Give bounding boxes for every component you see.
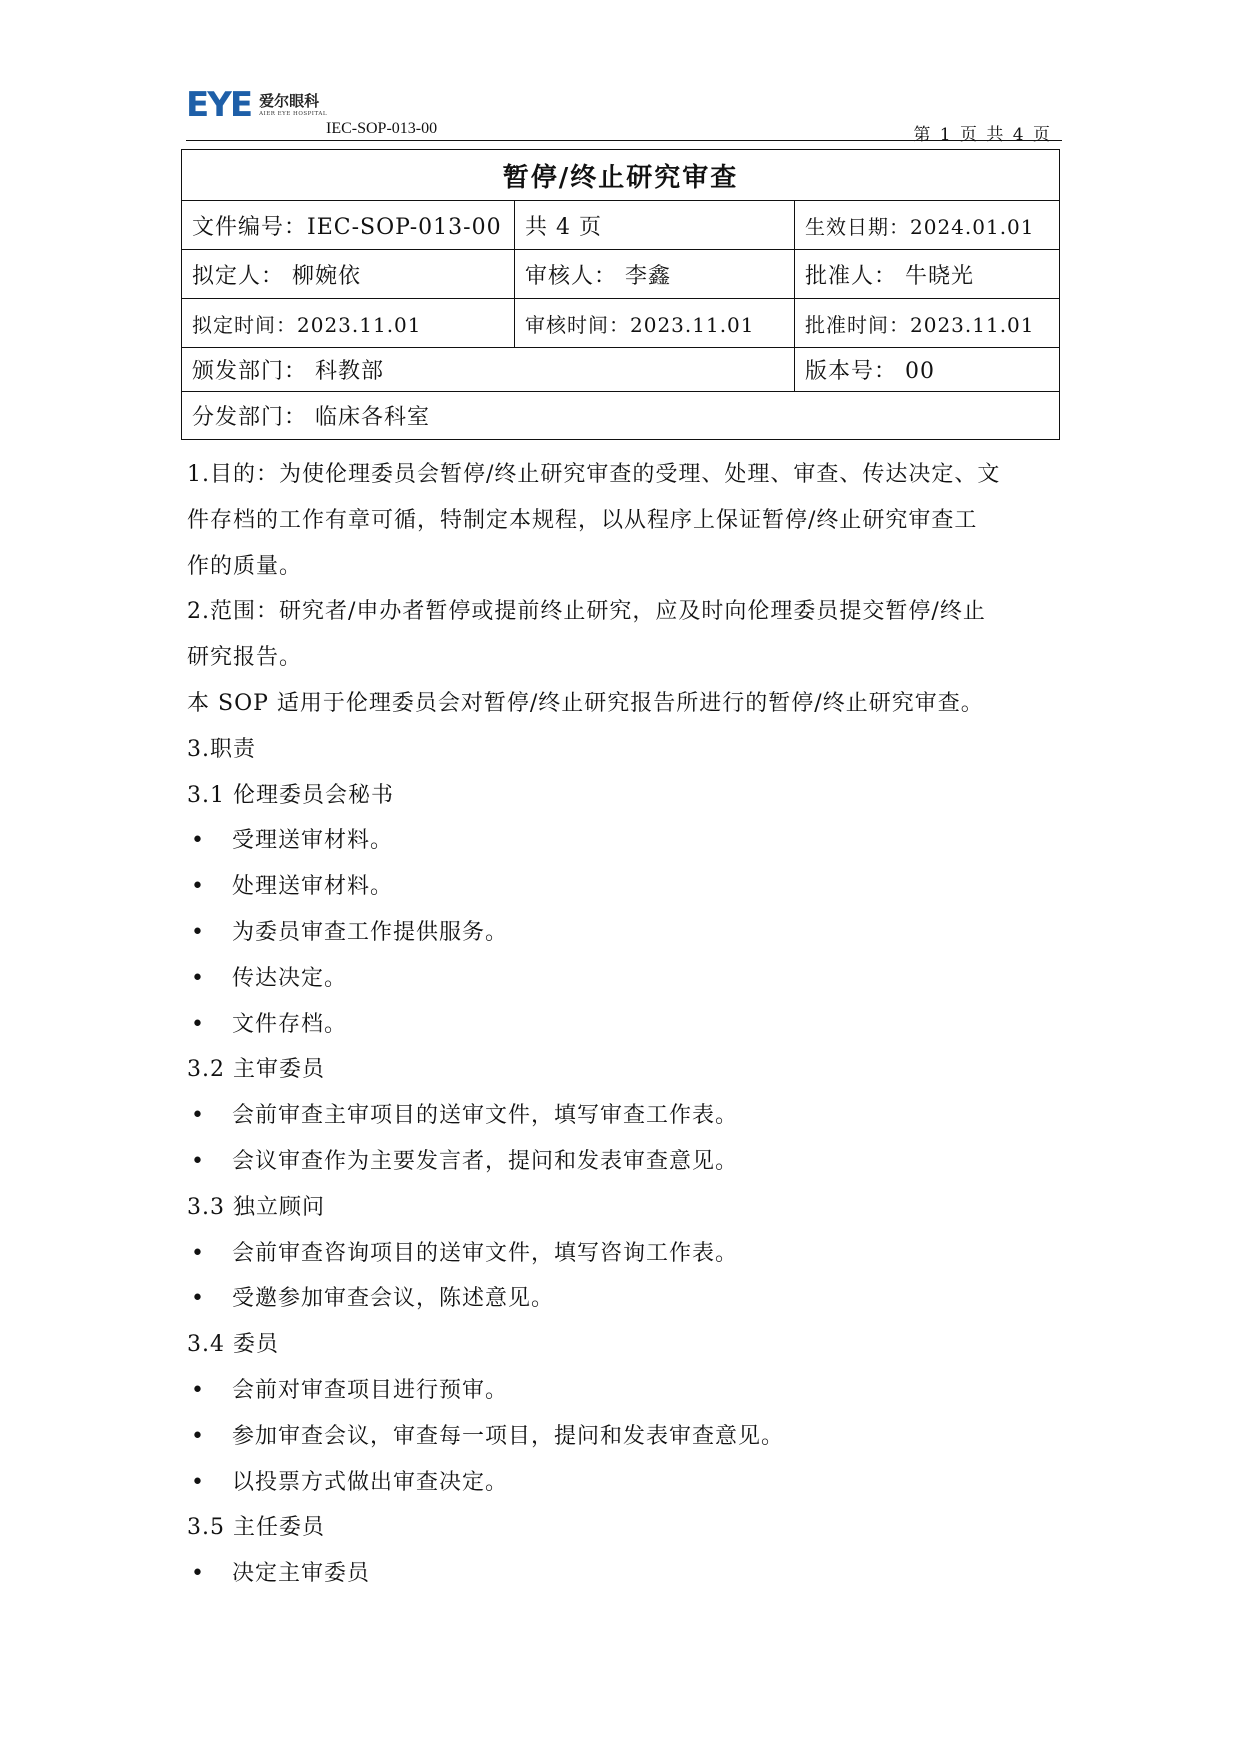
bullet-icon: •: [191, 1240, 205, 1266]
section-heading: 3.1 伦理委员会秘书: [187, 782, 394, 808]
list-item-text: 会前审查咨询项目的送审文件，填写咨询工作表。: [232, 1240, 739, 1266]
effective-date-cell: 生效日期：2024.01.01: [795, 201, 1060, 250]
bullet-icon: •: [191, 1377, 205, 1403]
list-item: [187, 1139, 1059, 1185]
bullet-icon: •: [191, 1561, 205, 1587]
list-item: [187, 1002, 1059, 1048]
reviewer-cell: 审核人： 李鑫: [515, 250, 795, 299]
page-header: [186, 82, 1062, 145]
list-item-text: 决定主审委员: [232, 1561, 371, 1587]
bullet-icon: •: [191, 965, 205, 991]
bullet-icon: •: [191, 1011, 205, 1037]
bullet-icon: •: [191, 1423, 205, 1449]
list-item: [187, 910, 1059, 956]
list-item: [187, 864, 1059, 910]
list-item-text: 处理送审材料。: [232, 874, 394, 900]
approve-time-cell: 批准时间：2023.11.01: [795, 299, 1060, 348]
purpose-line: 作的质量。: [187, 553, 303, 579]
purpose-line: 1.目的：为使伦理委员会暂停/终止研究审查的受理、处理、审查、传达决定、文: [187, 462, 1001, 487]
list-item-text: 受邀参加审查会议，陈述意见。: [232, 1286, 555, 1312]
list-item-text: 参加审查会议，审查每一项目，提问和发表审查意见。: [232, 1423, 785, 1449]
section-heading: 3.5 主任委员: [187, 1515, 325, 1541]
section-heading: 3.2 主审委员: [187, 1057, 325, 1083]
list-item-text: 以投票方式做出审查决定。: [232, 1469, 509, 1495]
list-item-text: 传达决定。: [232, 965, 348, 991]
list-item: [187, 818, 1059, 864]
list-item-text: 会议审查作为主要发言者，提问和发表审查意见。: [232, 1148, 739, 1174]
header-page-number: 第 1 页 共 4 页: [913, 125, 1052, 145]
file-number-cell: 文件编号：IEC-SOP-013-00: [182, 201, 515, 250]
list-item-text: 会前审查主审项目的送审文件，填写审查工作表。: [232, 1103, 739, 1129]
list-item: [187, 1460, 1059, 1506]
logo-text: [259, 93, 327, 118]
eye-logo-mark: EYE: [186, 85, 252, 125]
list-item: [187, 1093, 1059, 1139]
document-info-table: [181, 149, 1060, 440]
list-item: [187, 1276, 1059, 1322]
header-divider: [186, 140, 1062, 141]
bullet-icon: •: [191, 1469, 205, 1495]
purpose-line: 件存档的工作有章可循，特制定本规程，以从程序上保证暂停/终止研究审查工: [187, 507, 978, 533]
issuing-department-cell: 颁发部门： 科教部: [182, 348, 795, 392]
document-title: 暂停/终止研究审查: [182, 150, 1060, 201]
hospital-logo: [186, 85, 327, 125]
review-time-cell: 审核时间：2023.11.01: [515, 299, 795, 348]
draft-time-cell: 拟定时间：2023.11.01: [182, 299, 515, 348]
section-heading: 3.3 独立顾问: [187, 1194, 325, 1220]
duties-heading: 3.职责: [187, 736, 256, 762]
list-item: [187, 956, 1059, 1002]
bullet-icon: •: [191, 1286, 205, 1312]
scope-line: 2.范围：研究者/申办者暂停或提前终止研究，应及时向伦理委员提交暂停/终止: [187, 599, 986, 625]
bullet-icon: •: [191, 919, 205, 945]
bullet-icon: •: [191, 1103, 205, 1129]
list-item: [187, 1551, 1059, 1597]
bullet-icon: •: [191, 874, 205, 900]
list-item-text: 会前对审查项目进行预审。: [232, 1377, 509, 1403]
scope-note: 本 SOP 适用于伦理委员会对暂停/终止研究报告所进行的暂停/终止研究审查。: [187, 690, 984, 716]
drafter-cell: 拟定人： 柳婉依: [182, 250, 515, 299]
list-item-text: 为委员审查工作提供服务。: [232, 919, 509, 945]
distribution-department-cell: 分发部门： 临床各科室: [182, 392, 1060, 440]
page-count-cell: 共 4 页: [515, 201, 795, 250]
list-item: [187, 1414, 1059, 1460]
section-heading: 3.4 委员: [187, 1332, 279, 1358]
logo-english-name: AIER EYE HOSPITAL: [259, 110, 327, 117]
scope-line: 研究报告。: [187, 645, 303, 671]
version-cell: 版本号： 00: [795, 348, 1060, 392]
approver-cell: 批准人： 牛晓光: [795, 250, 1060, 299]
bullet-icon: •: [191, 1148, 205, 1174]
document-body: [187, 452, 1059, 1597]
logo-chinese-name: 爱尔眼科: [259, 91, 320, 110]
bullet-icon: •: [191, 828, 205, 854]
list-item: [187, 1231, 1059, 1277]
list-item-text: 文件存档。: [232, 1011, 348, 1037]
list-item: [187, 1368, 1059, 1414]
header-doc-code: IEC-SOP-013-00: [326, 120, 438, 137]
list-item-text: 受理送审材料。: [232, 828, 394, 854]
